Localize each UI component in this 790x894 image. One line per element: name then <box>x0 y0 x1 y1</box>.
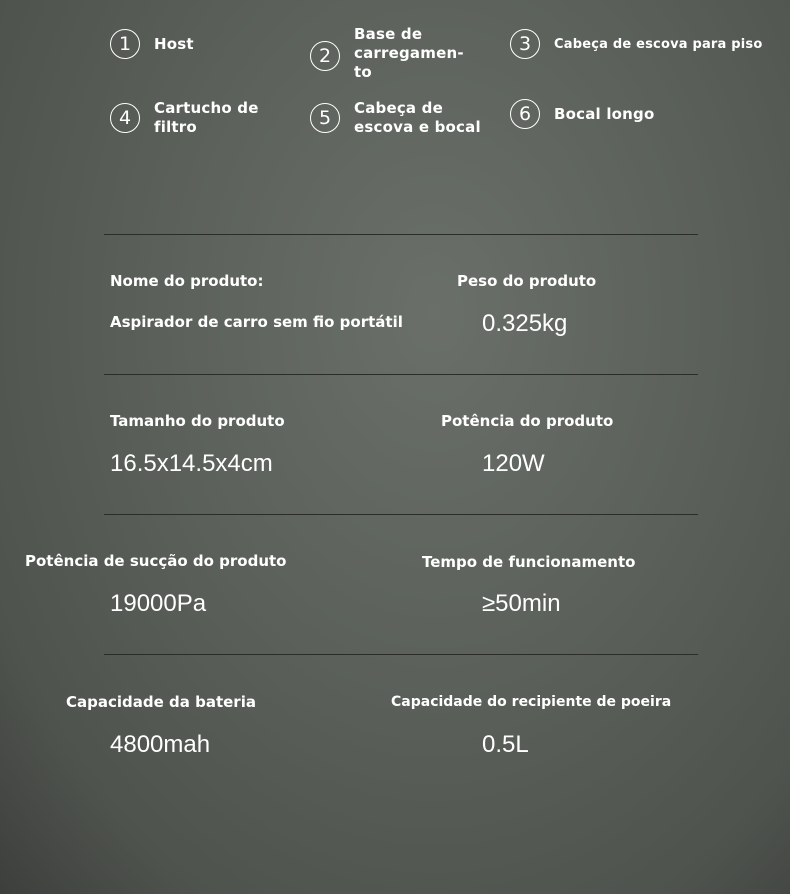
number-5-icon: 5 <box>310 103 340 133</box>
product-size-value: 16.5x14.5x4cm <box>110 450 273 477</box>
battery-capacity-value: 4800mah <box>110 731 211 758</box>
suction-power-value: 19000Pa <box>110 590 207 617</box>
part-item-6 <box>510 99 654 129</box>
runtime-label: Tempo de funcionamento <box>422 553 636 571</box>
part-item-2 <box>310 25 472 82</box>
part-label-filter: Cartucho de filtro <box>154 99 259 136</box>
dust-capacity-value: 0.5L <box>482 731 529 758</box>
product-power-label: Potência do produto <box>441 412 614 430</box>
divider <box>104 654 698 655</box>
part-item-1 <box>110 29 194 59</box>
product-weight-value: 0.325kg <box>482 310 568 337</box>
part-label-host: Host <box>154 34 194 53</box>
number-1-icon: 1 <box>110 29 140 59</box>
part-item-4 <box>110 99 274 137</box>
product-weight-label: Peso do produto <box>457 272 597 290</box>
suction-power-label: Potência de sucção do produto <box>25 552 287 570</box>
divider <box>104 234 698 235</box>
divider <box>104 374 698 375</box>
number-6-icon: 6 <box>510 99 540 129</box>
battery-capacity-label: Capacidade da bateria <box>66 693 256 711</box>
runtime-value: ≥50min <box>482 590 561 617</box>
product-name-label: Nome do produto: <box>110 272 264 290</box>
product-power-value: 120W <box>482 450 545 477</box>
part-label-long-nozzle: Bocal longo <box>554 104 655 123</box>
dust-capacity-label: Capacidade do recipiente de poeira <box>391 694 672 710</box>
product-name-value: Aspirador de carro sem fio portátil <box>110 313 403 331</box>
number-4-icon: 4 <box>110 103 140 133</box>
part-label-floor-brush: Cabeça de escova para piso <box>554 36 763 52</box>
divider <box>104 514 698 515</box>
part-label-brush-nozzle: Cabeça de escova e bocal <box>354 99 481 136</box>
number-2-icon: 2 <box>310 41 340 71</box>
product-size-label: Tamanho do produto <box>110 412 285 430</box>
part-item-5 <box>310 99 489 137</box>
part-item-3 <box>510 29 762 59</box>
number-3-icon: 3 <box>510 29 540 59</box>
part-label-charging-base: Base de carregamen-to <box>354 25 464 81</box>
